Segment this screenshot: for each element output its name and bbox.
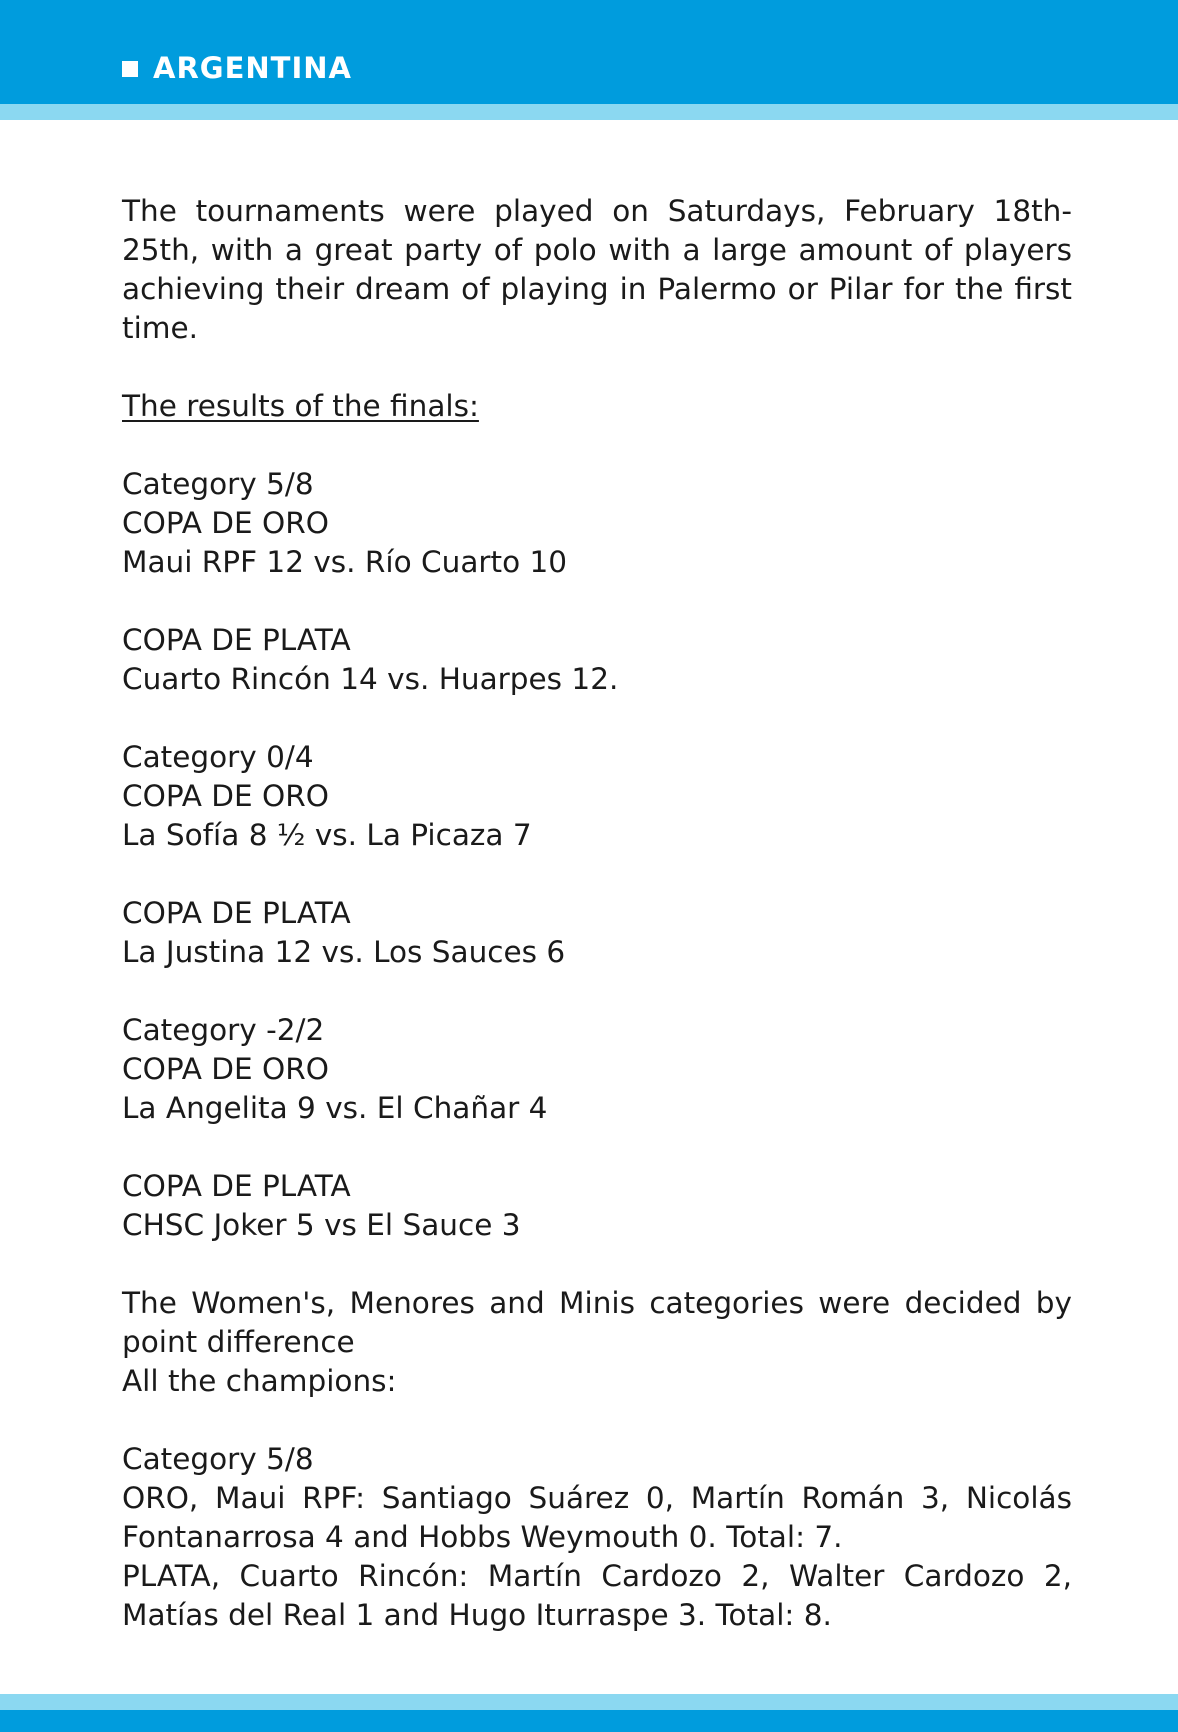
category-label: Category 5/8 xyxy=(122,467,314,501)
spacer xyxy=(122,972,1072,1011)
copa-de-plata-result: Cuarto Rincón 14 vs. Huarpes 12. xyxy=(122,662,619,696)
spacer xyxy=(122,1128,1072,1167)
copa-de-plata-result: La Justina 12 vs. Los Sauces 6 xyxy=(122,935,566,969)
finals-category-block xyxy=(122,738,1072,972)
intro-paragraph: The tournaments were played on Saturdays, February 18th-25th, with a great party of polo with a large amount of players achieving their dream of playing in Palermo or Pilar for the first time. xyxy=(122,194,1072,345)
results-heading-text: The results of the finals: xyxy=(122,389,479,423)
footer-band xyxy=(0,1710,1178,1732)
copa-de-plata-label: COPA DE PLATA xyxy=(122,623,351,657)
copa-de-oro-result: Maui RPF 12 vs. Río Cuarto 10 xyxy=(122,545,568,579)
spacer xyxy=(122,426,1072,465)
spacer xyxy=(122,582,1072,621)
results-heading xyxy=(122,387,1072,426)
finals-category-block xyxy=(122,465,1072,699)
champions-category-label: Category 5/8 xyxy=(122,1442,314,1476)
spacer xyxy=(122,1245,1072,1284)
copa-de-plata-label: COPA DE PLATA xyxy=(122,896,351,930)
copa-de-oro-label: COPA DE ORO xyxy=(122,779,329,813)
article-body xyxy=(122,192,1072,1635)
spacer xyxy=(122,699,1072,738)
spacer xyxy=(122,855,1072,894)
copa-de-plata-result: CHSC Joker 5 vs El Sauce 3 xyxy=(122,1208,521,1242)
footer-accent-stripe xyxy=(0,1694,1178,1710)
category-label: Category 0/4 xyxy=(122,740,314,774)
section-square-icon xyxy=(122,61,138,77)
section-title: ARGENTINA xyxy=(153,51,352,85)
champions-heading: All the champions: xyxy=(122,1364,397,1398)
copa-de-plata-label: COPA DE PLATA xyxy=(122,1169,351,1203)
spacer xyxy=(122,348,1072,387)
copa-de-oro-result: La Angelita 9 vs. El Chañar 4 xyxy=(122,1091,548,1125)
finals-category-block xyxy=(122,1011,1072,1245)
copa-de-oro-label: COPA DE ORO xyxy=(122,1052,329,1086)
spacer xyxy=(122,1401,1072,1440)
champions-oro-roster: ORO, Maui RPF: Santiago Suárez 0, Martín Román 3, Nicolás Fontanarrosa 4 and Hobbs Weymouth 0. Total: 7. xyxy=(122,1481,1072,1554)
champions-plata-roster: PLATA, Cuarto Rincón: Martín Cardozo 2, Walter Cardozo 2, Matías del Real 1 and Hugo Iturraspe 3. Total: 8. xyxy=(122,1559,1072,1632)
header-accent-stripe xyxy=(0,104,1178,120)
copa-de-oro-result: La Sofía 8 ½ vs. La Picaza 7 xyxy=(122,818,532,852)
category-label: Category -2/2 xyxy=(122,1013,325,1047)
copa-de-oro-label: COPA DE ORO xyxy=(122,506,329,540)
point-difference-note: The Women's, Menores and Minis categories were decided by point difference xyxy=(122,1286,1072,1359)
